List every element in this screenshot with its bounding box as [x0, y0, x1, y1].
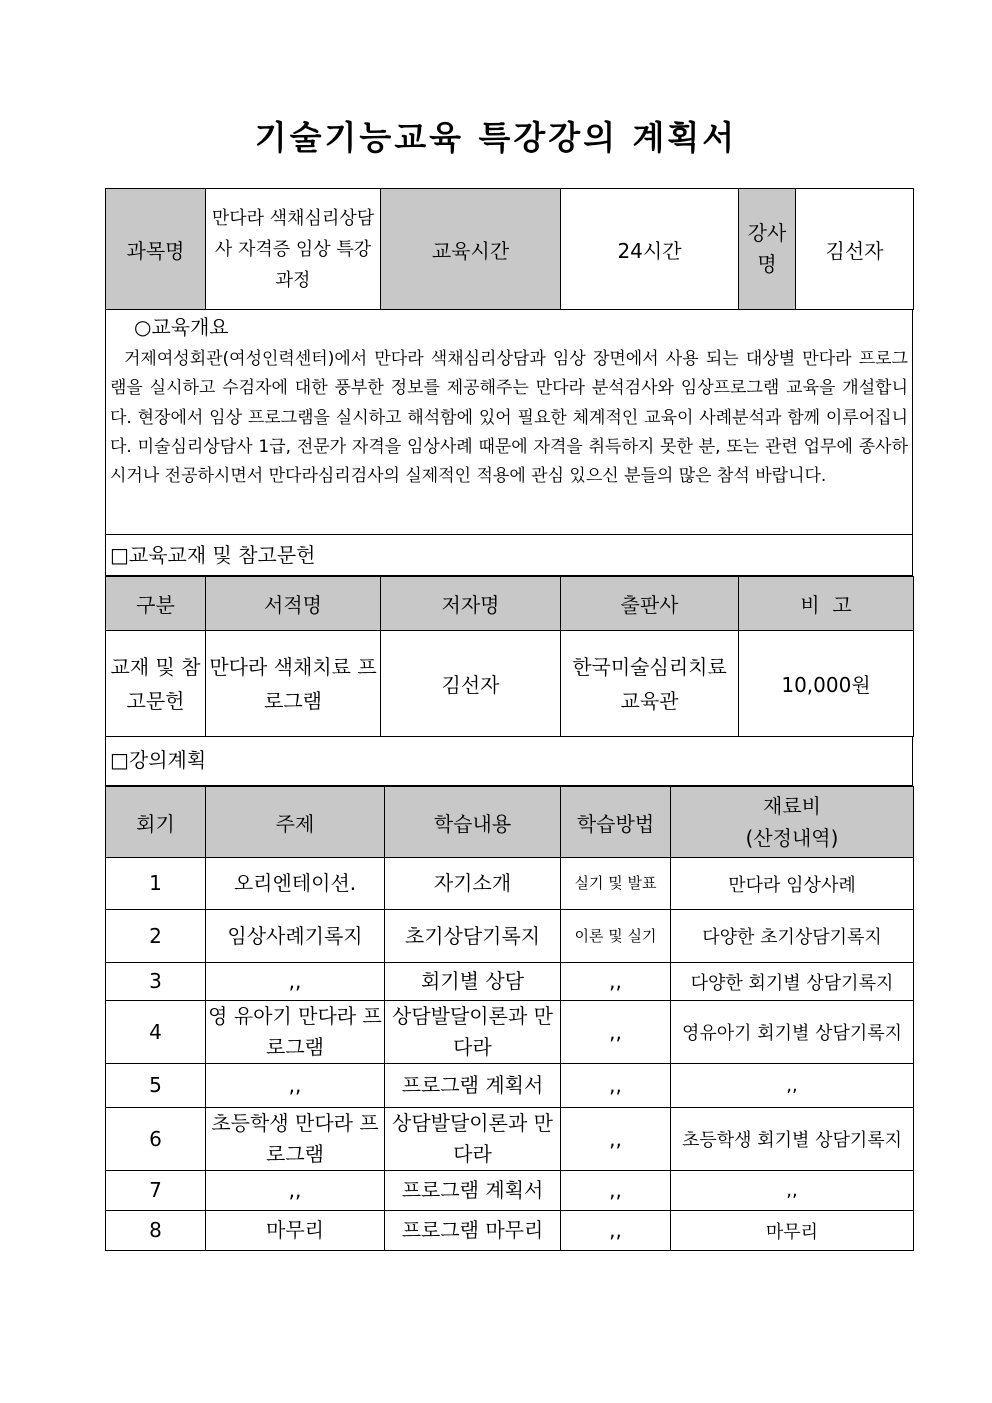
textbook-category: 교재 및 참고문헌 — [106, 631, 206, 737]
plan-row-method: ,, — [561, 1001, 671, 1064]
plan-col-no: 회기 — [106, 787, 206, 858]
overview-text: 거제여성회관(여성인력센터)에서 만다라 색채심리상담과 임상 장면에서 사용 되는 대상별 만다라 프로그램을 실시하고 수검자에 대한 풍부한 정보를 제공해주는 만다라 분석검사와 임상프로그램 교육을 개설합니다. 현장에서 임상 프로그램을 실시하고 해석함에 있어 필요한 체계적인 교육이 사례분석과 함께 이루어집니다. 미술심리상담사 1급, 전문가 자격을 임상사례 때문에 자격을 취득하지 못한 분, 또는 관련 업무에 종사하시거나 전공하시면서 만다라심리검사의 실제적인 적용에 관심 있으신 분들의 많은 참석 바랍니다. — [110, 349, 908, 487]
plan-row-content: 자기소개 — [385, 858, 561, 910]
overview-heading: ○교육개요 — [134, 315, 229, 339]
textbook-heading: □교육교재 및 참고문헌 — [105, 534, 913, 576]
plan-row-no: 7 — [106, 1171, 206, 1211]
plan-row-no: 6 — [106, 1108, 206, 1171]
textbook-author: 김선자 — [381, 631, 561, 737]
textbook-col-publisher: 출판사 — [561, 577, 739, 631]
plan-row-content: 프로그램 계획서 — [385, 1171, 561, 1211]
plan-row-no: 4 — [106, 1001, 206, 1064]
plan-row-topic: ,, — [206, 1064, 385, 1108]
textbook-col-note: 비 고 — [739, 577, 914, 631]
plan-row — [106, 858, 914, 910]
plan-row-content: 프로그램 계획서 — [385, 1064, 561, 1108]
plan-row-material: 만다라 임상사례 — [671, 858, 914, 910]
hours-value: 24시간 — [561, 189, 739, 310]
textbook-col-category: 구분 — [106, 577, 206, 631]
plan-row-no: 8 — [106, 1211, 206, 1251]
plan-row-method: ,, — [561, 1171, 671, 1211]
plan-row-no: 2 — [106, 910, 206, 963]
plan-row — [106, 1001, 914, 1064]
instructor-value: 김선자 — [796, 189, 914, 310]
plan-row-material: 다양한 회기별 상담기록지 — [671, 963, 914, 1001]
hours-label: 교육시간 — [381, 189, 561, 310]
plan-col-topic: 주제 — [206, 787, 385, 858]
plan-col-method: 학습방법 — [561, 787, 671, 858]
plan-row — [106, 1171, 914, 1211]
plan-row-method: 이론 및 실기 — [561, 910, 671, 963]
plan-heading: □강의계획 — [105, 736, 913, 786]
plan-row-method: ,, — [561, 1211, 671, 1251]
plan-row-content: 프로그램 마무리 — [385, 1211, 561, 1251]
course-info-table — [105, 188, 914, 310]
plan-row-topic: 영 유아기 만다라 프로그램 — [206, 1001, 385, 1064]
plan-table — [105, 786, 914, 1251]
plan-row-topic: 초등학생 만다라 프로그램 — [206, 1108, 385, 1171]
plan-row-material: 마무리 — [671, 1211, 914, 1251]
plan-row-material: 다양한 초기상담기록지 — [671, 910, 914, 963]
plan-row — [106, 963, 914, 1001]
plan-row-topic: 오리엔테이션. — [206, 858, 385, 910]
plan-row-topic: 마무리 — [206, 1211, 385, 1251]
plan-row — [106, 1108, 914, 1171]
plan-row-content: 상담발달이론과 만다라 — [385, 1108, 561, 1171]
plan-row-method: 실기 및 발표 — [561, 858, 671, 910]
plan-row-no: 5 — [106, 1064, 206, 1108]
plan-row-material: 초등학생 회기별 상담기록지 — [671, 1108, 914, 1171]
plan-row-method: ,, — [561, 1108, 671, 1171]
textbook-table — [105, 576, 914, 737]
plan-row-topic: 임상사례기록지 — [206, 910, 385, 963]
page-title: 기술기능교육 특강강의 계획서 — [254, 118, 738, 157]
plan-row-topic: ,, — [206, 1171, 385, 1211]
plan-row — [106, 1064, 914, 1108]
plan-row-method: ,, — [561, 963, 671, 1001]
overview-section — [105, 309, 913, 535]
plan-row — [106, 910, 914, 963]
plan-row-content: 초기상담기록지 — [385, 910, 561, 963]
subject-value: 만다라 색채심리상담사 자격증 임상 특강 과정 — [206, 189, 381, 310]
instructor-label: 강사명 — [739, 189, 796, 310]
subject-label: 과목명 — [106, 189, 206, 310]
plan-row — [106, 1211, 914, 1251]
plan-row-no: 1 — [106, 858, 206, 910]
plan-row-content: 상담발달이론과 만다라 — [385, 1001, 561, 1064]
textbook-col-book: 서적명 — [206, 577, 381, 631]
plan-row-method: ,, — [561, 1064, 671, 1108]
plan-col-content: 학습내용 — [385, 787, 561, 858]
textbook-col-author: 저자명 — [381, 577, 561, 631]
plan-row-material: ,, — [671, 1064, 914, 1108]
textbook-publisher: 한국미술심리치료교육관 — [561, 631, 739, 737]
plan-row-no: 3 — [106, 963, 206, 1001]
textbook-book: 만다라 색채치료 프로그램 — [206, 631, 381, 737]
plan-row-content: 회기별 상담 — [385, 963, 561, 1001]
plan-col-material: 재료비 (산정내역) — [671, 787, 914, 858]
textbook-note: 10,000원 — [739, 631, 914, 737]
plan-row-material: 영유아기 회기별 상담기록지 — [671, 1001, 914, 1064]
plan-row-material: ,, — [671, 1171, 914, 1211]
plan-row-topic: ,, — [206, 963, 385, 1001]
